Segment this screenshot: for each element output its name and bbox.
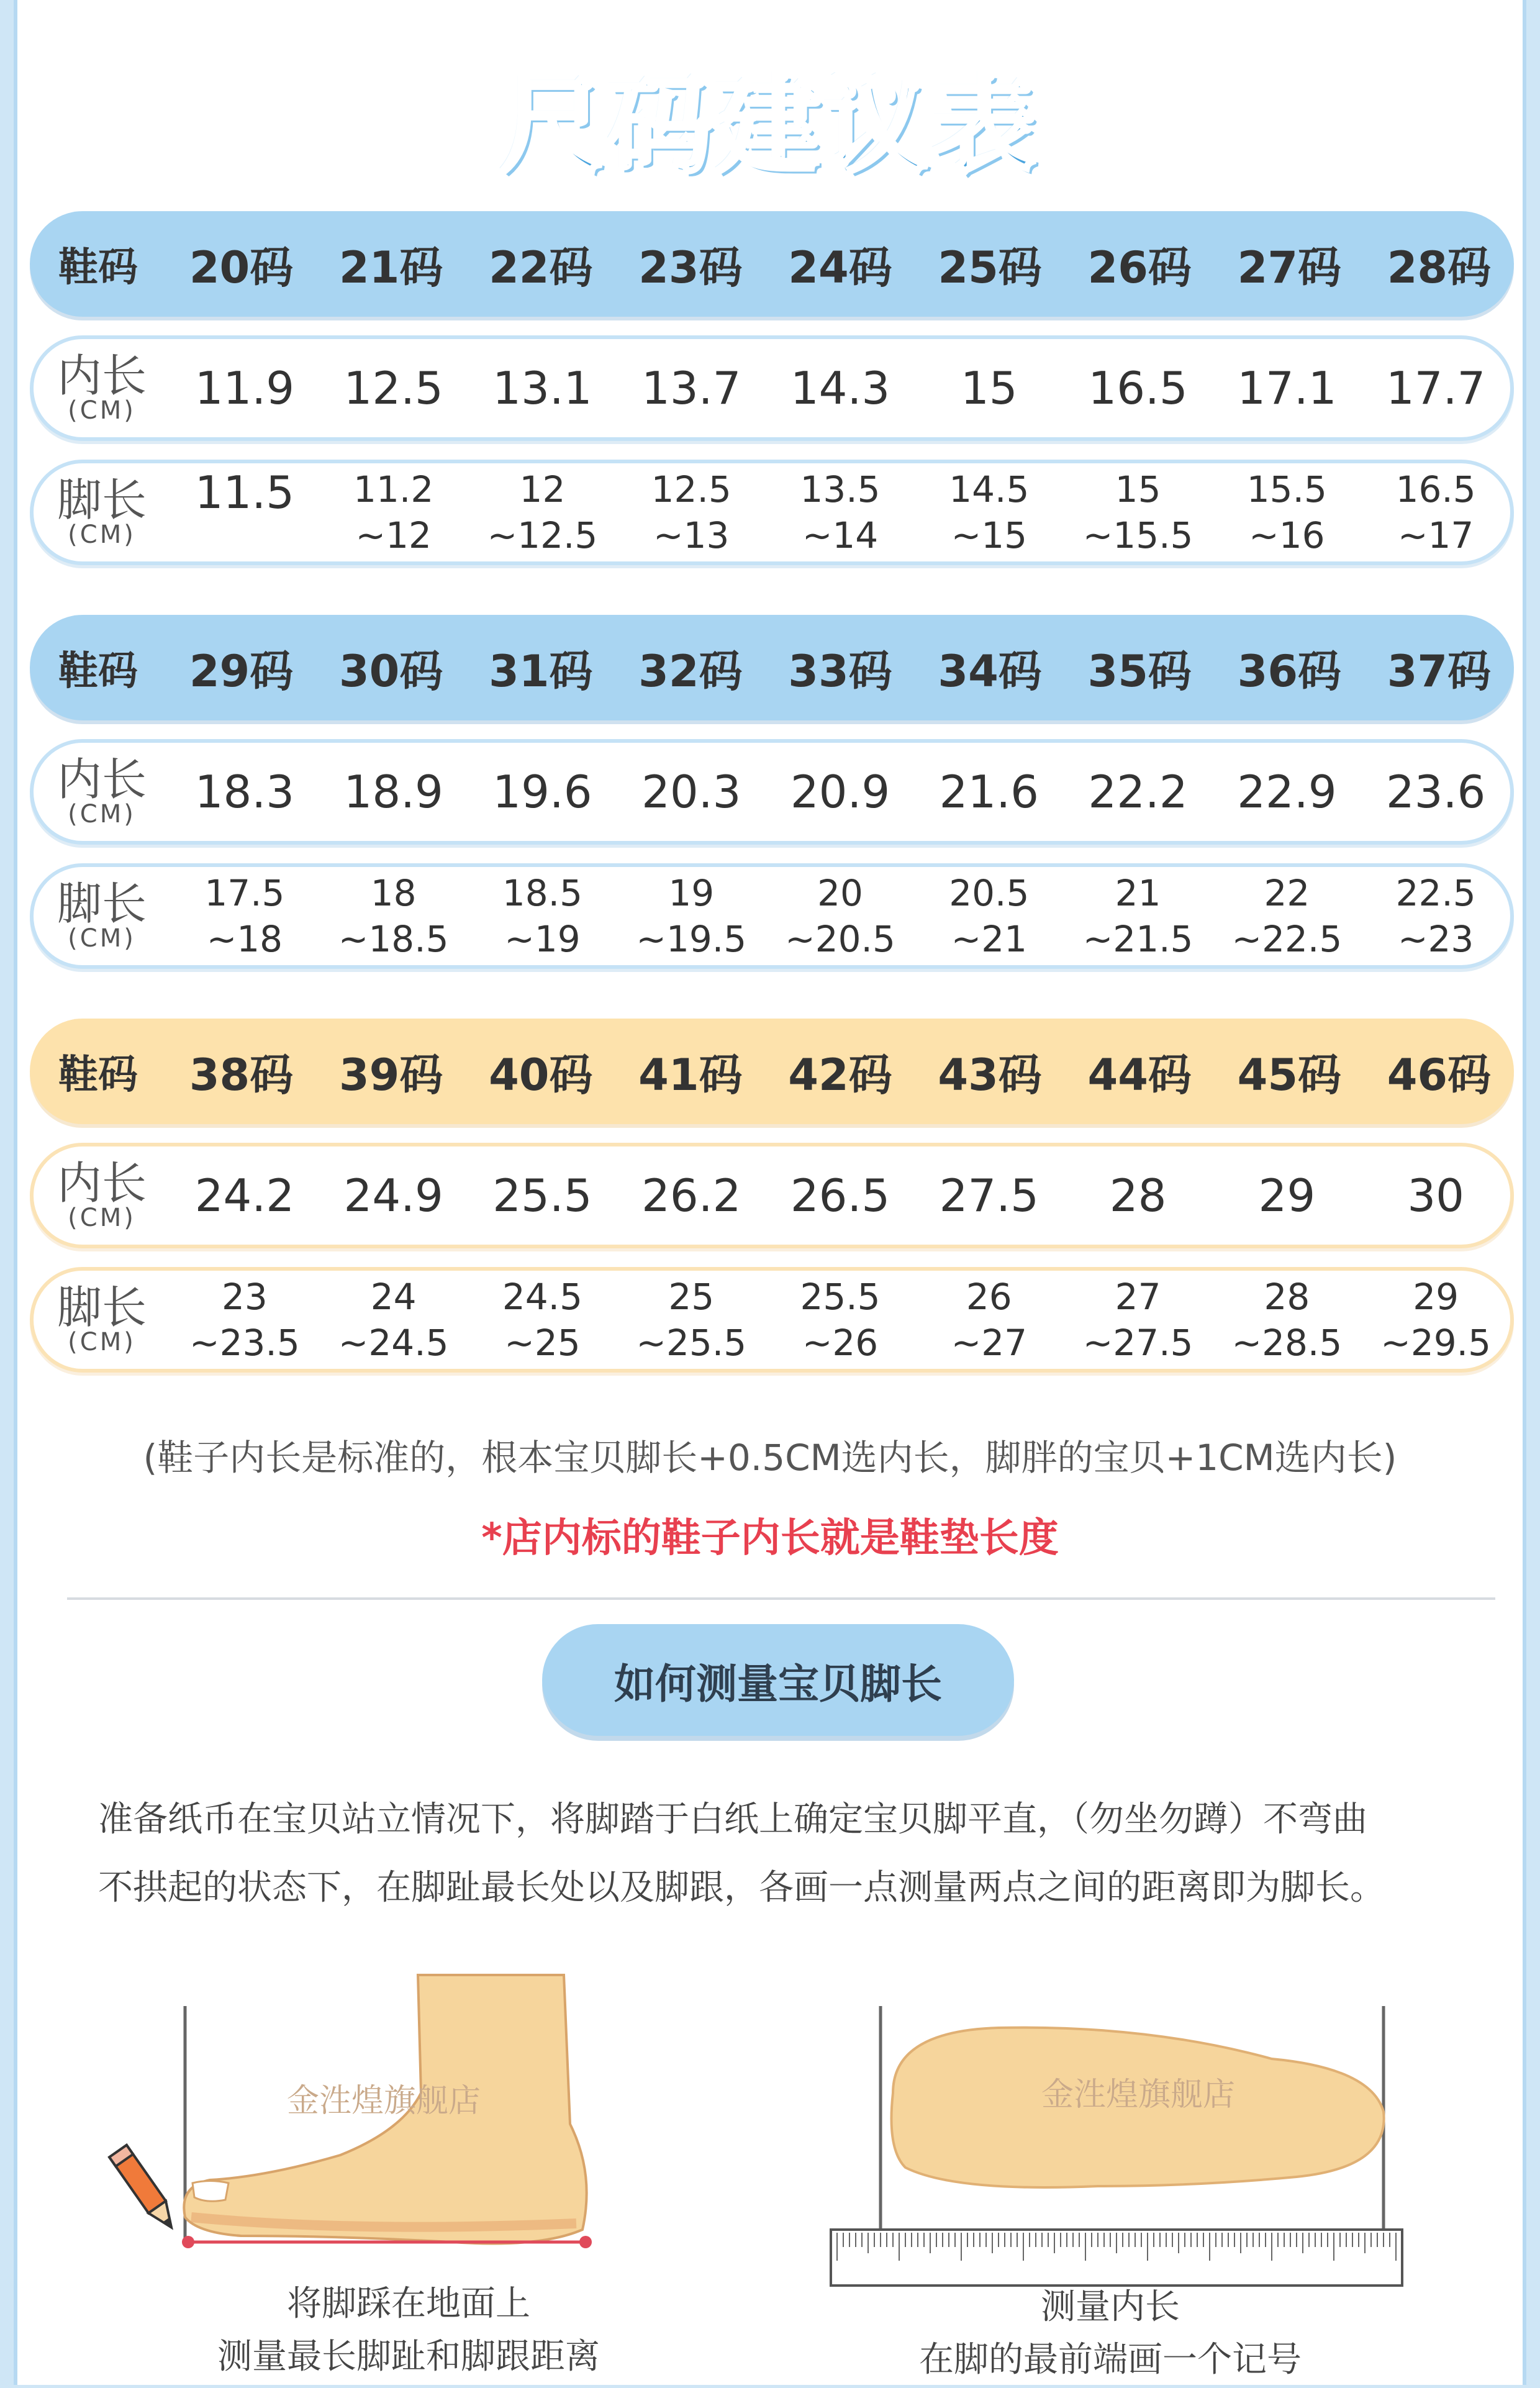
foot-length-min: 21 (1115, 872, 1161, 914)
unit-label: (CM) (68, 396, 136, 425)
inner-length-row (30, 739, 1514, 845)
foot-length-max: ~24.5 (338, 1322, 449, 1364)
instructions-line-1: 准备纸币在宝贝站立情况下，将脚踏于白纸上确定宝贝脚平直，（勿坐勿蹲）不弯曲 (98, 1799, 1367, 1840)
inner-length-label-text: 内长 (57, 1157, 147, 1209)
inner-length-row (30, 335, 1514, 441)
foot-length-min: 24 (370, 1276, 417, 1318)
foot-length-min: 22 (1264, 872, 1310, 914)
size-header-band (30, 615, 1514, 720)
foot-length-cell (1064, 466, 1213, 558)
foot-length-min: 11.5 (194, 466, 295, 519)
foot-length-min: 13.5 (800, 468, 881, 511)
foot-length-label (34, 474, 170, 549)
foot-length-cell (766, 1274, 915, 1366)
inner-length-cell: 20.3 (641, 766, 741, 818)
inner-length-cell: 11.9 (194, 362, 295, 414)
foot-length-cell (468, 870, 617, 962)
foot-length-max: ~26 (802, 1322, 879, 1364)
shoe-size-cell: 32码 (638, 645, 743, 697)
foot-length-max: ~28.5 (1231, 1322, 1343, 1364)
inner-length-label (34, 350, 170, 425)
foot-length-max: ~29.5 (1380, 1322, 1492, 1364)
foot-length-max: ~27.5 (1082, 1322, 1194, 1364)
shoe-size-cell: 24码 (788, 242, 892, 293)
foot-length-cell (915, 870, 1064, 962)
foot-length-max: ~19.5 (636, 918, 747, 960)
inner-length-cell: 17.7 (1385, 362, 1486, 414)
size-guide-page (14, 0, 1526, 2385)
shoe-size-cell: 21码 (338, 242, 443, 293)
inner-length-cell: 13.1 (492, 362, 592, 414)
foot-length-min: 23 (221, 1276, 268, 1318)
inner-length-cell: 18.3 (194, 766, 295, 818)
foot-length-cell (915, 466, 1064, 558)
foot-length-min: 27 (1115, 1276, 1161, 1318)
foot-length-cell (319, 870, 468, 962)
inner-length-label (34, 1157, 170, 1232)
right-caption-2: 在脚的最前端画一个记号 (919, 2340, 1302, 2380)
inner-length-cell: 17.1 (1237, 362, 1337, 414)
foot-length-cell (1212, 466, 1361, 558)
unit-label: (CM) (68, 800, 136, 829)
shoe-size-cell: 27码 (1237, 242, 1342, 293)
foot-length-max: ~25.5 (636, 1322, 747, 1364)
foot-length-min: 12.5 (651, 468, 732, 511)
foot-length-cell (617, 870, 766, 962)
sole-ruler-illustration (800, 2000, 1421, 2292)
foot-length-min: 17.5 (204, 872, 285, 914)
right-watermark: 金泩煌旗舰店 (1041, 2076, 1236, 2113)
foot-length-min: 11.2 (353, 468, 434, 511)
foot-length-label (34, 878, 170, 953)
shoe-size-cell: 26码 (1087, 242, 1192, 293)
shoe-size-cell: 23码 (638, 242, 743, 293)
foot-length-min: 15.5 (1246, 468, 1327, 511)
shoe-size-cell: 31码 (489, 645, 593, 697)
inner-length-cell: 15 (960, 362, 1018, 414)
foot-length-max: ~15 (951, 514, 1027, 556)
foot-length-label-text: 脚长 (57, 878, 147, 930)
foot-length-min: 26 (966, 1276, 1012, 1318)
foot-length-min: 19 (668, 872, 715, 914)
foot-length-cell (766, 870, 915, 962)
size-row-label: 鞋码 (58, 1052, 138, 1098)
foot-length-cell (468, 1274, 617, 1366)
foot-length-cell (319, 466, 468, 558)
inner-length-cell: 28 (1109, 1169, 1167, 1222)
shoe-size-cell: 41码 (638, 1049, 743, 1101)
foot-length-min: 29 (1413, 1276, 1459, 1318)
measure-title: 如何测量宝贝脚长 (614, 1659, 942, 1708)
inner-length-cell: 25.5 (492, 1169, 592, 1222)
inner-length-cell: 21.6 (939, 766, 1039, 818)
foot-length-max: ~18 (206, 918, 283, 960)
foot-length-max: ~14 (802, 514, 879, 556)
foot-length-cell (319, 1274, 468, 1366)
foot-length-min: 12 (519, 468, 566, 511)
foot-length-label-text: 脚长 (57, 474, 147, 526)
unit-label: (CM) (68, 924, 136, 953)
unit-label: (CM) (68, 1204, 136, 1232)
inner-length-cell: 23.6 (1385, 766, 1486, 818)
foot-length-min: 16.5 (1395, 468, 1476, 511)
foot-length-max: ~23 (1397, 918, 1474, 960)
shoe-size-cell: 39码 (338, 1049, 443, 1101)
inner-length-label-text: 内长 (57, 350, 147, 402)
page-title: 尺码建议表 (500, 66, 1040, 188)
inner-length-cell: 29 (1258, 1169, 1316, 1222)
inner-length-cell: 22.2 (1088, 766, 1188, 818)
foot-length-row (30, 1267, 1514, 1373)
shoe-size-cell: 44码 (1087, 1049, 1192, 1101)
right-caption-1: 测量内长 (1041, 2287, 1180, 2327)
inner-length-cell: 24.9 (343, 1169, 443, 1222)
foot-length-cell (170, 870, 319, 962)
inner-length-cell: 13.7 (641, 362, 741, 414)
foot-length-cell (1212, 1274, 1361, 1366)
shoe-size-cell: 20码 (189, 242, 294, 293)
foot-length-max: ~21 (951, 918, 1027, 960)
left-caption-2: 测量最长脚趾和脚跟距离 (217, 2336, 600, 2377)
foot-length-cell (170, 466, 319, 558)
shoe-size-cell: 29码 (189, 645, 294, 697)
foot-length-cell (1361, 466, 1510, 558)
foot-length-max: ~25 (504, 1322, 581, 1364)
inner-length-cell: 16.5 (1088, 362, 1188, 414)
foot-length-row (30, 460, 1514, 565)
inner-length-cell: 12.5 (343, 362, 443, 414)
foot-length-min: 25.5 (800, 1276, 881, 1318)
size-header-band (30, 1019, 1514, 1124)
left-caption-1: 将脚踩在地面上 (287, 2284, 530, 2324)
foot-length-min: 20 (817, 872, 863, 914)
foot-length-min: 20.5 (949, 872, 1030, 914)
foot-length-cell (1361, 870, 1510, 962)
inner-length-cell: 14.3 (790, 362, 890, 414)
inner-length-cell: 30 (1407, 1169, 1464, 1222)
foot-length-cell (170, 1274, 319, 1366)
shoe-size-cell: 35码 (1087, 645, 1192, 697)
foot-length-min: 14.5 (949, 468, 1030, 511)
foot-length-min: 25 (668, 1276, 715, 1318)
foot-length-label (34, 1281, 170, 1356)
foot-length-max: ~23.5 (189, 1322, 300, 1364)
foot-length-max: ~17 (1397, 514, 1474, 556)
foot-length-max: ~18.5 (338, 918, 449, 960)
inner-length-cell: 20.9 (790, 766, 890, 818)
inner-length-label (34, 753, 170, 829)
foot-length-max: ~22.5 (1231, 918, 1343, 960)
shoe-size-cell: 38码 (189, 1049, 294, 1101)
shoe-size-cell: 33码 (788, 645, 892, 697)
foot-length-cell (766, 466, 915, 558)
foot-length-max: ~15.5 (1082, 514, 1194, 556)
inner-length-cell: 22.9 (1237, 766, 1337, 818)
measure-title-pill (542, 1624, 1014, 1736)
shoe-size-cell: 22码 (489, 242, 593, 293)
foot-length-max: ~16 (1249, 514, 1325, 556)
insole-note: *店内标的鞋子内长就是鞋垫长度 (481, 1515, 1059, 1561)
inner-length-label-text: 内长 (57, 753, 147, 806)
size-header-band (30, 211, 1514, 317)
divider (67, 1597, 1495, 1600)
pencil-icon (104, 2136, 185, 2242)
size-row-label: 鞋码 (58, 648, 138, 694)
shoe-size-cell: 36码 (1237, 645, 1342, 697)
inner-length-row (30, 1143, 1514, 1248)
foot-length-cell (1212, 870, 1361, 962)
foot-length-max: ~12.5 (487, 514, 598, 556)
foot-length-cell (617, 1274, 766, 1366)
shoe-size-cell: 28码 (1387, 242, 1492, 293)
shoe-size-cell: 42码 (788, 1049, 892, 1101)
shoe-size-cell: 34码 (938, 645, 1042, 697)
foot-length-cell (1064, 1274, 1213, 1366)
inner-length-cell: 27.5 (939, 1169, 1039, 1222)
instructions-line-2: 不拱起的状态下，在脚趾最长处以及脚跟，各画一点测量两点之间的距离即为脚长。 (98, 1868, 1385, 1908)
foot-length-label-text: 脚长 (57, 1281, 147, 1333)
shoe-size-cell: 30码 (338, 645, 443, 697)
foot-length-cell (915, 1274, 1064, 1366)
foot-length-max: ~19 (504, 918, 581, 960)
foot-length-max: ~13 (653, 514, 730, 556)
size-row-label: 鞋码 (58, 245, 138, 291)
shoe-size-cell: 40码 (489, 1049, 593, 1101)
unit-label: (CM) (68, 520, 136, 549)
foot-length-max: ~27 (951, 1322, 1027, 1364)
shoe-size-cell: 37码 (1387, 645, 1492, 697)
foot-length-min: 28 (1264, 1276, 1310, 1318)
foot-length-min: 18 (370, 872, 417, 914)
foot-length-min: 22.5 (1395, 872, 1476, 914)
foot-length-max: ~20.5 (785, 918, 895, 960)
foot-length-cell (1064, 870, 1213, 962)
foot-length-row (30, 863, 1514, 969)
foot-length-max: ~21.5 (1082, 918, 1194, 960)
inner-length-cell: 26.5 (790, 1169, 890, 1222)
foot-length-cell (617, 466, 766, 558)
shoe-size-cell: 25码 (938, 242, 1042, 293)
left-watermark: 金泩煌旗舰店 (286, 2082, 481, 2120)
inner-length-cell: 24.2 (194, 1169, 295, 1222)
size-note: (鞋子内长是标准的，根本宝贝脚长+0.5CM选内长，脚胖的宝贝+1CM选内长) (143, 1437, 1397, 1479)
shoe-size-cell: 45码 (1237, 1049, 1342, 1101)
unit-label: (CM) (68, 1328, 136, 1356)
inner-length-cell: 18.9 (343, 766, 443, 818)
foot-length-min: 15 (1115, 468, 1161, 511)
shoe-size-cell: 46码 (1387, 1049, 1492, 1101)
inner-length-cell: 26.2 (641, 1169, 741, 1222)
foot-length-cell (1361, 1274, 1510, 1366)
foot-length-cell (468, 466, 617, 558)
foot-length-min: 24.5 (502, 1276, 583, 1318)
shoe-size-cell: 43码 (938, 1049, 1042, 1101)
inner-length-cell: 19.6 (492, 766, 592, 818)
foot-length-min: 18.5 (502, 872, 583, 914)
foot-length-max: ~12 (355, 514, 432, 556)
